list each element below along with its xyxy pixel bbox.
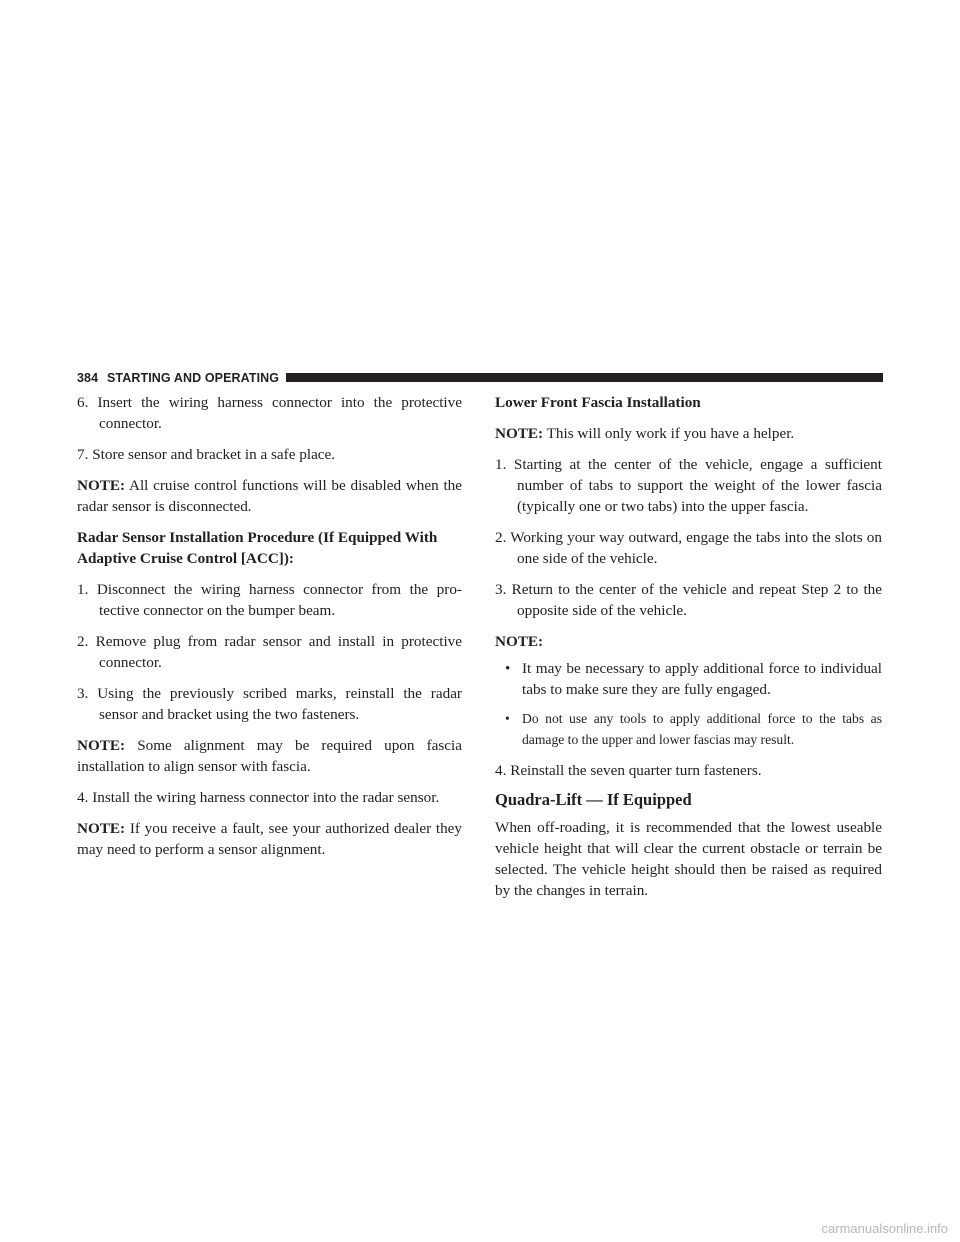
note-fault [77, 818, 462, 860]
note-alignment [77, 735, 462, 777]
bullet-item [495, 658, 882, 700]
fascia-step-1: 1. Starting at the center of the vehicle, engage a sufficient number of tabs to support the weight of the lower fascia (typically one or two tabs) into the upper fascia. [495, 456, 882, 515]
note-label: NOTE: [495, 425, 544, 442]
quadra-lift-text: When off-roading, it is recommended that the lowest useable vehicle height that will clear the current obstacle or terrain be selected. The vehicle height should then be raised as required by the changes in terrain. [495, 819, 882, 899]
note-label: NOTE: [77, 477, 126, 494]
install-step-4: 4. Install the wiring harness connector into the radar sensor. [77, 789, 440, 806]
install-step-2: 2. Remove plug from radar sensor and install in protective connector. [77, 633, 462, 671]
installation-heading: Radar Sensor Installation Procedure (If Equipped With Adaptive Cruise Control [ACC]): [77, 529, 438, 567]
fascia-step-4: 4. Reinstall the seven quarter turn fasteners. [495, 762, 762, 779]
note-helper [495, 423, 882, 444]
left-column [77, 392, 462, 860]
note-text: If you receive a fault, see your authorized dealer they may need to perform a sensor alignment. [77, 820, 462, 858]
fascia-step-3: 3. Return to the center of the vehicle and repeat Step 2 to the opposite side of the vehicle. [495, 581, 882, 619]
bullet-item [495, 708, 882, 750]
note-label: NOTE: [77, 820, 126, 837]
bullet-dot-icon: • [505, 711, 510, 726]
note-text: Some alignment may be required upon fascia installation to align sensor with fascia. [77, 737, 462, 775]
bullet-text: It may be necessary to apply additional force to individual tabs to make sure they are fully engaged. [522, 660, 882, 698]
note-label: NOTE: [495, 633, 544, 650]
note-label: NOTE: [77, 737, 126, 754]
note-text: All cruise control functions will be disabled when the radar sensor is disconnected. [77, 477, 462, 515]
bullet-dot-icon: • [505, 660, 511, 677]
header-rule [286, 373, 883, 382]
note-disabled-cruise [77, 475, 462, 517]
page-header [77, 370, 883, 386]
note-text: This will only work if you have a helper. [543, 425, 795, 442]
fascia-heading: Lower Front Fascia Installation [495, 394, 701, 411]
install-step-3: 3. Using the previously scribed marks, reinstall the radar sensor and bracket using the two fasteners. [77, 685, 462, 723]
removal-step-7: 7. Store sensor and bracket in a safe place. [77, 446, 336, 463]
fascia-step-2: 2. Working your way outward, engage the tabs into the slots on one side of the vehicle. [495, 529, 882, 567]
watermark-logo: carmanualsonline.info [821, 1221, 948, 1236]
quadra-lift-heading: Quadra-Lift — If Equipped [495, 790, 692, 809]
right-column [495, 392, 882, 901]
section-title: STARTING AND OPERATING [107, 371, 280, 385]
removal-step-6: 6. Insert the wiring harness connector into the protective connector. [77, 394, 462, 432]
install-step-1: 1. Disconnect the wiring harness connector from the pro-tective connector on the bumper beam. [77, 581, 462, 619]
page-number: 384 [77, 371, 99, 385]
bullet-text: Do not use any tools to apply additional force to the tabs as damage to the upper and lower fascias may result. [522, 711, 882, 747]
